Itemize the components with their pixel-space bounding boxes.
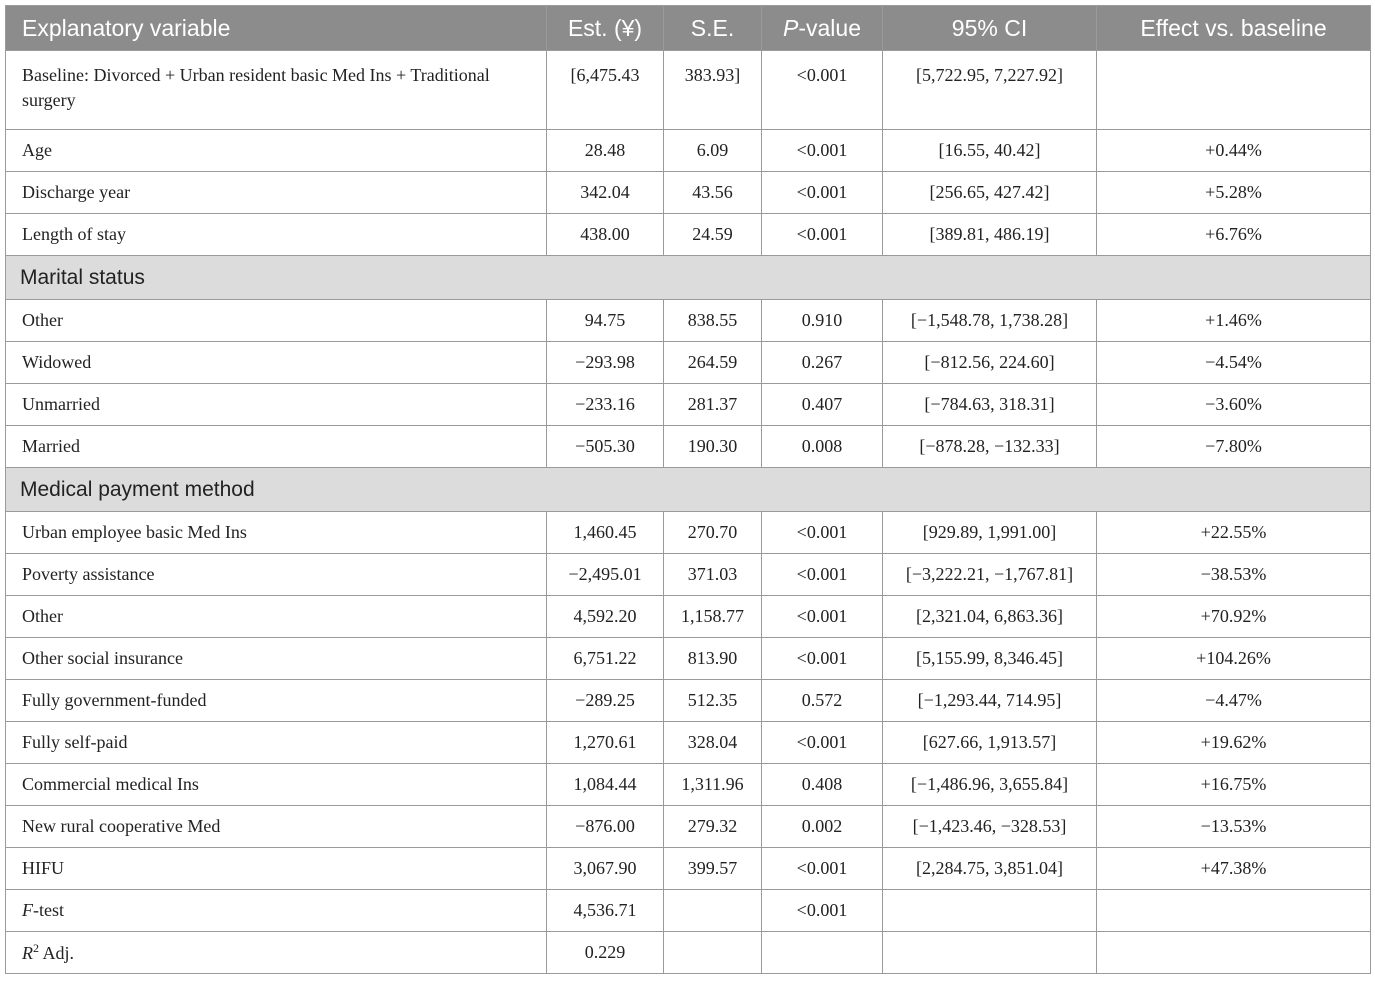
- row-estimate: 28.48: [547, 130, 664, 172]
- header-effect-vs-baseline: Effect vs. baseline: [1097, 6, 1371, 51]
- row-se: 270.70: [664, 512, 762, 554]
- row-effect: −3.60%: [1097, 384, 1371, 426]
- row-label: Poverty assistance: [6, 554, 547, 596]
- row-se: 190.30: [664, 426, 762, 468]
- row-ci: [−1,548.78, 1,738.28]: [883, 300, 1097, 342]
- baseline-label: Baseline: Divorced + Urban resident basic Med Ins + Traditional surgery: [6, 51, 547, 130]
- row-se: 1,158.77: [664, 596, 762, 638]
- row-effect: +22.55%: [1097, 512, 1371, 554]
- row-label: Commercial medical Ins: [6, 764, 547, 806]
- table-row: [6, 172, 1371, 214]
- row-effect: +6.76%: [1097, 214, 1371, 256]
- row-effect: +16.75%: [1097, 764, 1371, 806]
- r-squared-estimate: 0.229: [547, 932, 664, 974]
- baseline-p-value: <0.001: [762, 51, 883, 130]
- header-standard-error: S.E.: [664, 6, 762, 51]
- row-label: Fully government-funded: [6, 680, 547, 722]
- row-p-value: 0.408: [762, 764, 883, 806]
- f-test-letter: F: [22, 900, 33, 920]
- table-row: [6, 554, 1371, 596]
- table-row: [6, 214, 1371, 256]
- r-squared-p-value: [762, 932, 883, 974]
- row-label: Age: [6, 130, 547, 172]
- row-se: 399.57: [664, 848, 762, 890]
- row-se: 328.04: [664, 722, 762, 764]
- r-squared-exponent: 2: [33, 941, 39, 955]
- header-explanatory-variable: Explanatory variable: [6, 6, 547, 51]
- row-label: Other: [6, 596, 547, 638]
- regression-results-table: [5, 5, 1371, 974]
- row-p-value: <0.001: [762, 722, 883, 764]
- row-effect: +104.26%: [1097, 638, 1371, 680]
- row-estimate: −876.00: [547, 806, 664, 848]
- section-title: Marital status: [6, 256, 1371, 300]
- row-ci: [−878.28, −132.33]: [883, 426, 1097, 468]
- table-row: [6, 848, 1371, 890]
- header-estimate: Est. (¥): [547, 6, 664, 51]
- table-row: [6, 638, 1371, 680]
- row-effect: +47.38%: [1097, 848, 1371, 890]
- table-row: [6, 764, 1371, 806]
- row-se: 1,311.96: [664, 764, 762, 806]
- row-estimate: 4,592.20: [547, 596, 664, 638]
- row-label: New rural cooperative Med: [6, 806, 547, 848]
- r-squared-effect: [1097, 932, 1371, 974]
- row-estimate: −293.98: [547, 342, 664, 384]
- row-p-value: <0.001: [762, 554, 883, 596]
- row-p-value: 0.008: [762, 426, 883, 468]
- row-p-value: 0.002: [762, 806, 883, 848]
- row-estimate: 1,460.45: [547, 512, 664, 554]
- row-label: Discharge year: [6, 172, 547, 214]
- row-effect: −13.53%: [1097, 806, 1371, 848]
- table-row: [6, 806, 1371, 848]
- row-label: Other social insurance: [6, 638, 547, 680]
- row-p-value: <0.001: [762, 848, 883, 890]
- baseline-effect: [1097, 51, 1371, 130]
- row-label: Married: [6, 426, 547, 468]
- r-squared-letter: R: [22, 943, 33, 963]
- row-estimate: −289.25: [547, 680, 664, 722]
- table-row: [6, 722, 1371, 764]
- row-se: 512.35: [664, 680, 762, 722]
- r-squared-suffix: Adj.: [39, 943, 75, 963]
- baseline-row: [6, 51, 1371, 130]
- baseline-se: 383.93]: [664, 51, 762, 130]
- row-effect: −4.54%: [1097, 342, 1371, 384]
- r-squared-label: [6, 932, 547, 974]
- row-effect: −7.80%: [1097, 426, 1371, 468]
- row-ci: [−1,486.96, 3,655.84]: [883, 764, 1097, 806]
- row-estimate: 1,084.44: [547, 764, 664, 806]
- row-se: 264.59: [664, 342, 762, 384]
- table-row: [6, 596, 1371, 638]
- table-row: [6, 300, 1371, 342]
- row-estimate: −2,495.01: [547, 554, 664, 596]
- row-se: 813.90: [664, 638, 762, 680]
- row-ci: [929.89, 1,991.00]: [883, 512, 1097, 554]
- baseline-estimate: [6,475.43: [547, 51, 664, 130]
- row-p-value: 0.572: [762, 680, 883, 722]
- f-test-suffix: -test: [33, 900, 64, 920]
- row-estimate: 6,751.22: [547, 638, 664, 680]
- section-header-marital-status: [6, 256, 1371, 300]
- table-row: [6, 426, 1371, 468]
- row-label: Other: [6, 300, 547, 342]
- row-ci: [16.55, 40.42]: [883, 130, 1097, 172]
- f-test-estimate: 4,536.71: [547, 890, 664, 932]
- row-se: 371.03: [664, 554, 762, 596]
- row-effect: +70.92%: [1097, 596, 1371, 638]
- f-test-row: [6, 890, 1371, 932]
- row-label: Unmarried: [6, 384, 547, 426]
- row-ci: [5,155.99, 8,346.45]: [883, 638, 1097, 680]
- row-estimate: 1,270.61: [547, 722, 664, 764]
- table-row: [6, 680, 1371, 722]
- row-p-value: <0.001: [762, 596, 883, 638]
- row-p-value: <0.001: [762, 512, 883, 554]
- row-ci: [−1,423.46, −328.53]: [883, 806, 1097, 848]
- row-label: Urban employee basic Med Ins: [6, 512, 547, 554]
- row-p-value: <0.001: [762, 638, 883, 680]
- r-squared-se: [664, 932, 762, 974]
- header-p-value: [762, 6, 883, 51]
- row-ci: [256.65, 427.42]: [883, 172, 1097, 214]
- table-row: [6, 130, 1371, 172]
- table-header-row: [6, 6, 1371, 51]
- f-test-p-value: <0.001: [762, 890, 883, 932]
- row-estimate: 438.00: [547, 214, 664, 256]
- table-row: [6, 342, 1371, 384]
- header-p-suffix: -value: [798, 14, 861, 41]
- f-test-effect: [1097, 890, 1371, 932]
- row-se: 24.59: [664, 214, 762, 256]
- row-p-value: 0.267: [762, 342, 883, 384]
- row-label: Widowed: [6, 342, 547, 384]
- row-ci: [−812.56, 224.60]: [883, 342, 1097, 384]
- row-estimate: 342.04: [547, 172, 664, 214]
- row-p-value: <0.001: [762, 172, 883, 214]
- row-se: 281.37: [664, 384, 762, 426]
- row-effect: +1.46%: [1097, 300, 1371, 342]
- row-label: HIFU: [6, 848, 547, 890]
- row-effect: −4.47%: [1097, 680, 1371, 722]
- row-effect: +0.44%: [1097, 130, 1371, 172]
- row-se: 43.56: [664, 172, 762, 214]
- row-estimate: 3,067.90: [547, 848, 664, 890]
- row-p-value: 0.910: [762, 300, 883, 342]
- row-effect: −38.53%: [1097, 554, 1371, 596]
- section-title: Medical payment method: [6, 468, 1371, 512]
- row-label: Length of stay: [6, 214, 547, 256]
- row-se: 279.32: [664, 806, 762, 848]
- header-p-letter: P: [783, 14, 799, 41]
- f-test-se: [664, 890, 762, 932]
- row-effect: +5.28%: [1097, 172, 1371, 214]
- row-ci: [−784.63, 318.31]: [883, 384, 1097, 426]
- r-squared-row: [6, 932, 1371, 974]
- row-effect: +19.62%: [1097, 722, 1371, 764]
- row-se: 838.55: [664, 300, 762, 342]
- r-squared-ci: [883, 932, 1097, 974]
- f-test-label: [6, 890, 547, 932]
- table-row: [6, 512, 1371, 554]
- f-test-ci: [883, 890, 1097, 932]
- row-estimate: −505.30: [547, 426, 664, 468]
- section-header-payment-method: [6, 468, 1371, 512]
- row-p-value: <0.001: [762, 214, 883, 256]
- row-ci: [2,284.75, 3,851.04]: [883, 848, 1097, 890]
- row-ci: [389.81, 486.19]: [883, 214, 1097, 256]
- row-ci: [2,321.04, 6,863.36]: [883, 596, 1097, 638]
- row-label: Fully self-paid: [6, 722, 547, 764]
- row-estimate: −233.16: [547, 384, 664, 426]
- row-p-value: 0.407: [762, 384, 883, 426]
- row-se: 6.09: [664, 130, 762, 172]
- baseline-ci: [5,722.95, 7,227.92]: [883, 51, 1097, 130]
- row-estimate: 94.75: [547, 300, 664, 342]
- header-confidence-interval: 95% CI: [883, 6, 1097, 51]
- row-ci: [−1,293.44, 714.95]: [883, 680, 1097, 722]
- row-ci: [627.66, 1,913.57]: [883, 722, 1097, 764]
- row-p-value: <0.001: [762, 130, 883, 172]
- table-row: [6, 384, 1371, 426]
- row-ci: [−3,222.21, −1,767.81]: [883, 554, 1097, 596]
